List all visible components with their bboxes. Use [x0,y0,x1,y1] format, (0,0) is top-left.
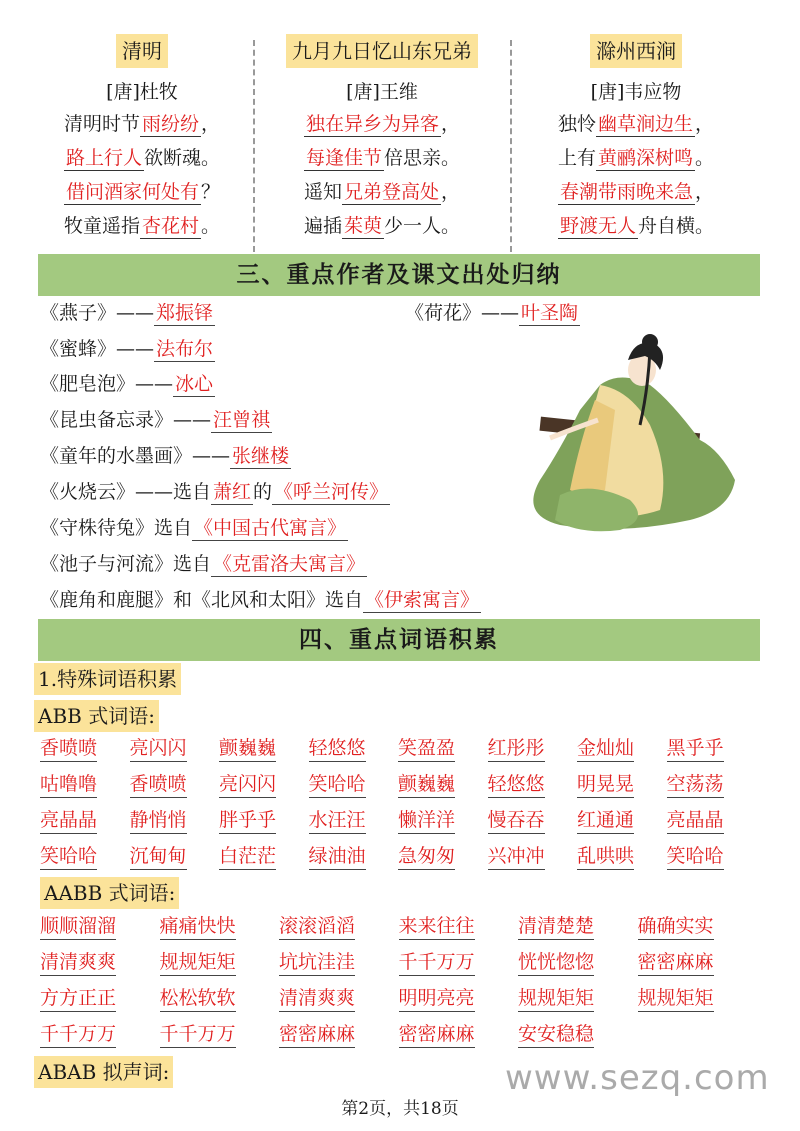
work-text: 的 [253,481,273,503]
poem-line [528,175,744,209]
poem-line-text: 遍插 [303,215,342,237]
work-title: 《燕子》—— [40,302,155,324]
work-item [40,585,481,615]
abab-label: ABAB 拟声词: [34,1056,173,1088]
work-item [40,441,291,471]
watermark: www.sezq.com [505,1058,770,1098]
poem-line-text: 。 [695,147,715,169]
abb-label: ABB 式词语: [34,700,159,732]
aabb-word: 清清楚楚 [518,913,594,940]
aabb-word: 密密麻麻 [279,1021,355,1048]
abb-word: 笑哈哈 [667,843,724,870]
poems-section [0,34,800,256]
aabb-word: 规规矩矩 [638,985,714,1012]
poem-line [528,107,744,141]
work-author: 萧红 [213,481,252,503]
poem-line-text: ？ [201,181,221,203]
work-item [40,549,367,579]
abb-word: 香喷喷 [130,771,187,798]
page-footer: 第2页，共18页 [341,1099,459,1119]
poem-line-text: ， [441,113,461,135]
poem-line-text: 牧童遥指 [63,215,140,237]
poem-answer: 春潮带雨晚来急 [559,181,693,203]
poem-line-text: ， [201,113,221,135]
abb-word: 香喷喷 [40,735,97,762]
poem-answer: 黄鹂深树鸣 [597,147,693,169]
poem-answer: 独在异乡为异客 [305,113,439,135]
abb-word: 亮闪闪 [219,771,276,798]
poem-line-text: 。 [201,215,221,237]
divider [253,40,255,252]
work-author: 《中国古代寓言》 [194,517,347,539]
abb-word: 慢吞吞 [488,807,545,834]
work-title: 《昆虫备忘录》—— [40,409,212,431]
abb-word: 沉甸甸 [130,843,187,870]
abb-word: 轻悠悠 [309,735,366,762]
abb-word: 亮晶晶 [667,807,724,834]
aabb-word: 密密麻麻 [399,1021,475,1048]
abb-word: 亮闪闪 [130,735,187,762]
poem-line-text: ， [695,113,715,135]
poem-line [264,107,500,141]
guqin-lady-illustration [500,330,740,540]
aabb-word: 规规矩矩 [160,949,236,976]
abb-word: 懒洋洋 [398,807,455,834]
poem-line-text: ， [695,181,715,203]
poem-line-text: 遥知 [303,181,342,203]
vocab-heading: 1.特殊词语积累 [34,663,181,695]
aabb-word: 来来往往 [399,913,475,940]
work-title: 《肥皂泡》—— [40,373,174,395]
aabb-word: 安安稳稳 [518,1021,594,1048]
aabb-word: 千千万万 [40,1021,116,1048]
abb-word: 笑哈哈 [309,771,366,798]
poem-title: 清明 [116,34,168,68]
poem-answer: 幽草涧边生 [597,113,693,135]
work-source: 《呼兰河传》 [274,481,389,503]
poem-line-text: 上有 [557,147,596,169]
abb-word: 白茫茫 [219,843,276,870]
work-author: 汪曾祺 [213,409,271,431]
work-author: 张继楼 [232,445,290,467]
aabb-word: 滚滚滔滔 [279,913,355,940]
poem-chuzhou [528,34,744,243]
abb-word: 明晃晃 [577,771,634,798]
poem-line-text: 清明时节 [63,113,140,135]
poem-answer: 每逢佳节 [305,147,382,169]
poem-jiuyue [264,34,500,243]
work-title: 《守株待兔》选自 [40,517,193,539]
poem-line [264,141,500,175]
poem-answer: 兄弟登高处 [343,181,439,203]
poem-line [264,175,500,209]
poem-line [40,141,244,175]
work-title: 《童年的水墨画》—— [40,445,231,467]
abb-word: 笑哈哈 [40,843,97,870]
aabb-word: 清清爽爽 [40,949,116,976]
abb-word: 红通通 [577,807,634,834]
section4-banner: 四、重点词语积累 [38,619,760,661]
poem-line [40,209,244,243]
aabb-word: 千千万万 [160,1021,236,1048]
poem-answer: 野渡无人 [559,215,636,237]
aabb-word: 方方正正 [40,985,116,1012]
work-author: 冰心 [175,373,214,395]
work-author: 《克雷洛夫寓言》 [213,553,366,575]
poem-line [528,209,744,243]
abb-word: 静悄悄 [130,807,187,834]
poem-line [40,175,244,209]
work-author: 法布尔 [156,338,214,360]
aabb-word: 密密麻麻 [638,949,714,976]
work-title: 《蜜蜂》—— [40,338,155,360]
divider [510,40,512,252]
work-item [40,369,215,399]
abb-word: 乱哄哄 [577,843,634,870]
work-item [40,298,215,328]
work-item [40,477,390,507]
work-author: 郑振铎 [156,302,214,324]
abb-word: 空荡荡 [667,771,724,798]
poem-line-text: 舟自横。 [638,215,715,237]
poem-title: 九月九日忆山东兄弟 [286,34,478,68]
abb-word: 咕噜噜 [40,771,97,798]
aabb-word: 松松软软 [160,985,236,1012]
poem-title: 滁州西涧 [590,34,682,68]
work-item [405,298,580,328]
poem-author: [唐]王维 [346,81,418,103]
work-title: 《池子与河流》选自 [40,553,212,575]
poem-qingming [40,34,244,243]
poem-line-text: 少一人。 [384,215,461,237]
abb-word: 胖乎乎 [219,807,276,834]
poem-answer: 茱萸 [343,215,382,237]
work-author: 《伊索寓言》 [365,589,480,611]
poem-line-text: 倍思亲。 [384,147,461,169]
poem-answer: 杏花村 [141,215,199,237]
poem-author: [唐]杜牧 [106,81,178,103]
work-title: 《火烧云》——选自 [40,481,212,503]
abb-word: 亮晶晶 [40,807,97,834]
poem-line [528,141,744,175]
poem-answer: 雨纷纷 [141,113,199,135]
poem-line-text: 欲断魂。 [144,147,221,169]
abb-word: 颤巍巍 [398,771,455,798]
aabb-word: 痛痛快快 [160,913,236,940]
poem-line-text: ， [441,181,461,203]
abb-word: 兴冲冲 [488,843,545,870]
abb-word: 轻悠悠 [488,771,545,798]
work-item [40,405,272,435]
aabb-word: 恍恍惚惚 [518,949,594,976]
work-item [40,334,215,364]
aabb-label: AABB 式词语: [40,877,179,909]
abb-word: 绿油油 [309,843,366,870]
work-item [40,513,348,543]
poem-author: [唐]韦应物 [590,81,682,103]
aabb-word: 明明亮亮 [399,985,475,1012]
poem-answer: 路上行人 [65,147,142,169]
work-title: 《荷花》—— [405,302,520,324]
abb-word: 急匆匆 [398,843,455,870]
aabb-word: 清清爽爽 [279,985,355,1012]
poem-line [40,107,244,141]
work-title: 《鹿角和鹿腿》和《北风和太阳》选自 [40,589,364,611]
abb-word: 黑乎乎 [667,735,724,762]
aabb-word: 确确实实 [638,913,714,940]
aabb-word: 顺顺溜溜 [40,913,116,940]
abb-word: 金灿灿 [577,735,634,762]
poem-line-text: 独怜 [557,113,596,135]
abb-word: 红彤彤 [488,735,545,762]
abb-word: 颤巍巍 [219,735,276,762]
abb-word: 水汪汪 [309,807,366,834]
poem-line [264,209,500,243]
section3-banner: 三、重点作者及课文出处归纳 [38,254,760,296]
aabb-word: 规规矩矩 [518,985,594,1012]
abb-word: 笑盈盈 [398,735,455,762]
aabb-word: 坑坑洼洼 [279,949,355,976]
work-author: 叶圣陶 [521,302,579,324]
aabb-word: 千千万万 [399,949,475,976]
poem-answer: 借问酒家何处有 [65,181,199,203]
